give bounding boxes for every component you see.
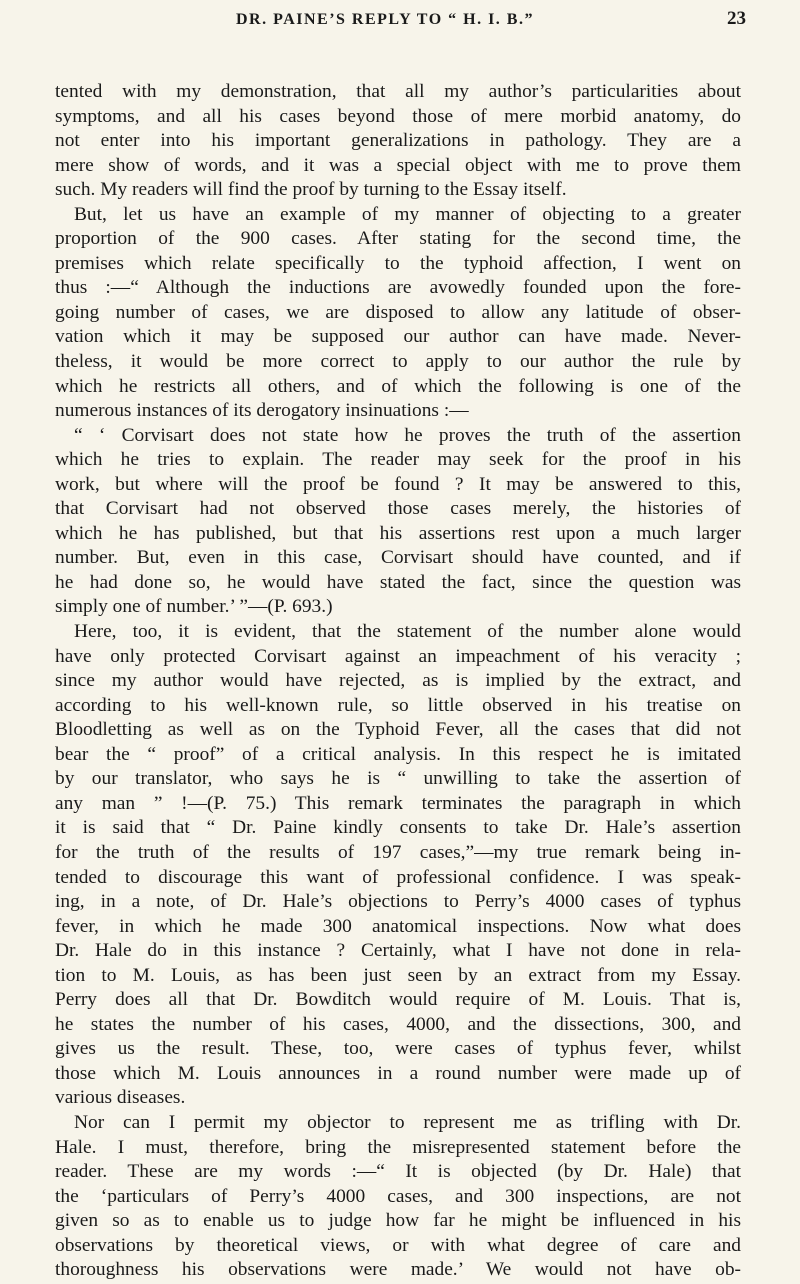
text-line: thus :—“ Although the inductions are avowedly founded upon the fore- bbox=[55, 277, 741, 299]
text-line: Bloodletting as well as on the Typhoid Fever, all the cases that did not bbox=[55, 719, 741, 741]
text-line: tion to M. Louis, as has been just seen by an extract from my Essay. bbox=[55, 964, 741, 986]
text-line: it is said that “ Dr. Paine kindly consents to take Dr. Hale’s assertion bbox=[55, 817, 741, 839]
text-line: not enter into his important generalizations in pathology. They are a bbox=[55, 130, 741, 152]
text-line: ing, in a note, of Dr. Hale’s objections to Perry’s 4000 cases of typhus bbox=[55, 891, 741, 913]
text-line: given so as to enable us to judge how far he might be influenced in his bbox=[55, 1210, 741, 1232]
text-line: according to his well-known rule, so little observed in his treatise on bbox=[55, 694, 741, 716]
text-line: have only protected Corvisart against an impeachment of his veracity ; bbox=[55, 645, 741, 667]
text-line: proportion of the 900 cases. After stating for the second time, the bbox=[55, 228, 741, 250]
text-line: Nor can I permit my objector to represent me as trifling with Dr. bbox=[74, 1111, 741, 1133]
text-line: tended to discourage this want of professional confidence. I was speak- bbox=[55, 866, 741, 888]
text-line: symptoms, and all his cases beyond those of mere morbid anatomy, do bbox=[55, 105, 741, 127]
text-line: he states the number of his cases, 4000, and the dissections, 300, and bbox=[55, 1013, 741, 1035]
text-line: Here, too, it is evident, that the statement of the number alone would bbox=[74, 621, 741, 643]
text-line: numerous instances of its derogatory insinuations :— bbox=[55, 400, 469, 422]
text-line: tented with my demonstration, that all my author’s particularities about bbox=[55, 81, 741, 102]
text-line: Dr. Hale do in this instance ? Certainly, what I have not done in rela- bbox=[55, 940, 741, 962]
page-number: 23 bbox=[727, 8, 746, 29]
text-line: fever, in which he made 300 anatomical inspections. Now what does bbox=[55, 915, 741, 937]
text-line: Hale. I must, therefore, bring the misrepresented statement before the bbox=[55, 1136, 741, 1158]
running-title: DR. PAINE’S REPLY TO “ H. I. B.” bbox=[236, 11, 534, 28]
text-line: various diseases. bbox=[55, 1087, 186, 1109]
text-line: premises which relate specifically to the typhoid affection, I went on bbox=[55, 252, 741, 274]
body-text bbox=[55, 80, 741, 1283]
text-line: thoroughness his observations were made.’ We would not have ob- bbox=[55, 1259, 741, 1281]
text-line: he had done so, he would have stated the fact, since the question was bbox=[55, 571, 741, 593]
text-line: simply one of number.’ ”—(P. 693.) bbox=[55, 596, 333, 618]
text-line: theless, it would be more correct to apply to our author the rule by bbox=[55, 351, 741, 373]
text-line: which he restricts all others, and of which the following is one of the bbox=[55, 375, 741, 397]
text-line: which he has published, but that his assertions rest upon a much larger bbox=[55, 522, 741, 544]
text-line: since my author would have rejected, as is implied by the extract, and bbox=[55, 670, 741, 692]
text-line: Perry does all that Dr. Bowditch would require of M. Louis. That is, bbox=[55, 989, 741, 1011]
text-line: number. But, even in this case, Corvisart should have counted, and if bbox=[55, 547, 741, 569]
text-line: work, but where will the proof be found ? It may be answered to this, bbox=[55, 473, 741, 495]
text-line: vation which it may be supposed our author can have made. Never- bbox=[55, 326, 741, 348]
text-line: the ‘particulars of Perry’s 4000 cases, and 300 inspections, are not bbox=[55, 1185, 741, 1207]
text-line: which he tries to explain. The reader may seek for the proof in his bbox=[55, 449, 741, 471]
text-line: observations by theoretical views, or with what degree of care and bbox=[55, 1234, 741, 1256]
text-line: But, let us have an example of my manner of objecting to a greater bbox=[74, 203, 741, 225]
text-line: “ ‘ Corvisart does not state how he proves the truth of the assertion bbox=[74, 424, 741, 446]
text-line: any man ” !—(P. 75.) This remark terminates the paragraph in which bbox=[55, 792, 741, 814]
text-line: mere show of words, and it was a special object with me to prove them bbox=[55, 154, 741, 176]
text-line: going number of cases, we are disposed to allow any latitude of obser- bbox=[55, 301, 741, 323]
text-line: by our translator, who says he is “ unwilling to take the assertion of bbox=[55, 768, 741, 790]
text-line: bear the “ proof” of a critical analysis. In this respect he is imitated bbox=[55, 743, 741, 765]
page-header bbox=[236, 8, 746, 34]
text-line: such. My readers will find the proof by turning to the Essay itself. bbox=[55, 179, 567, 201]
text-line: reader. These are my words :—“ It is objected (by Dr. Hale) that bbox=[55, 1161, 741, 1183]
text-line: those which M. Louis announces in a round number were made up of bbox=[55, 1062, 741, 1084]
text-line: gives us the result. These, too, were cases of typhus fever, whilst bbox=[55, 1038, 741, 1060]
text-line: that Corvisart had not observed those cases merely, the histories of bbox=[55, 498, 741, 520]
text-line: for the truth of the results of 197 cases,”—my true remark being in- bbox=[55, 841, 741, 863]
